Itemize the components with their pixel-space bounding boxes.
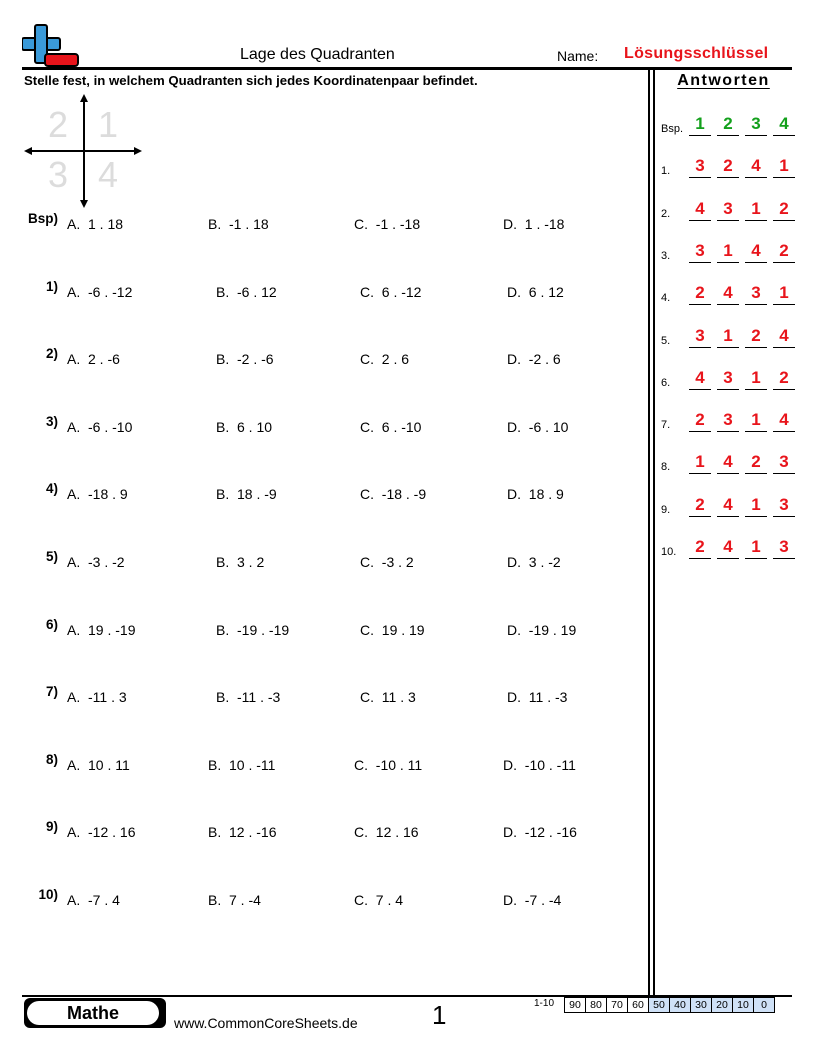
- answer-digit: 4: [773, 326, 795, 348]
- answer-option-c: C. 6 . -10: [360, 418, 422, 435]
- score-cell: 40: [670, 998, 691, 1013]
- score-range-label: 1-10: [534, 998, 555, 1009]
- answer-digit: 2: [773, 241, 795, 263]
- answer-option-c: C. 11 . 3: [360, 689, 416, 706]
- answer-digit: 1: [745, 410, 767, 432]
- answer-option-c: C. -3 . 2: [360, 554, 414, 570]
- arrow-down-icon: [80, 200, 88, 208]
- answer-row-label: 6.: [661, 376, 671, 389]
- answer-option-b: B. -11 . -3: [216, 689, 281, 706]
- question-number: 4): [45, 481, 58, 497]
- website-link[interactable]: www.CommonCoreSheets.de: [174, 1015, 358, 1031]
- quadrant-diagram: [22, 93, 144, 209]
- answer-option-c: C. -1 . -18: [354, 216, 421, 232]
- question-number: 1): [45, 278, 58, 294]
- answer-row-label: 2.: [661, 207, 671, 220]
- answer-row-label: Bsp.: [661, 123, 684, 135]
- answer-option-a: A. -3 . -2: [67, 554, 125, 570]
- answer-digit: 3: [717, 368, 739, 390]
- answer-option-b: B. 12 . -16: [208, 824, 277, 841]
- column-divider: [653, 69, 655, 996]
- answer-digit: 1: [717, 326, 739, 348]
- answer-option-b: B. 10 . -11: [208, 756, 276, 773]
- answer-digit: 4: [773, 114, 795, 136]
- answer-digit: 4: [717, 452, 739, 474]
- name-label: Name:: [557, 48, 599, 64]
- answer-row-label: 5.: [661, 334, 671, 347]
- answer-digit: 4: [689, 368, 711, 390]
- question-number: 9): [45, 819, 58, 835]
- answer-digit: 3: [773, 495, 795, 517]
- answer-row-label: 1.: [661, 165, 671, 178]
- answer-option-d: D. -12 . -16: [503, 824, 577, 841]
- answer-option-a: A. -11 . 3: [67, 689, 127, 706]
- answer-digit: 4: [717, 283, 739, 305]
- answer-digit: 3: [689, 156, 711, 178]
- question-number: 2): [45, 346, 58, 362]
- answer-digit: 3: [773, 452, 795, 474]
- answer-digit: 3: [745, 114, 767, 136]
- answer-digit: 2: [717, 114, 739, 136]
- answer-digit: 4: [717, 495, 739, 517]
- answer-option-d: D. 18 . 9: [507, 486, 564, 503]
- answer-digit: 4: [773, 410, 795, 432]
- answer-digit: 1: [745, 368, 767, 390]
- page-number: 1: [432, 1000, 447, 1030]
- answer-digit: 2: [745, 452, 767, 474]
- answer-digit: 1: [717, 241, 739, 263]
- score-cell: 0: [754, 998, 775, 1013]
- answer-digit: 3: [717, 199, 739, 221]
- answer-option-c: C. 12 . 16: [354, 824, 419, 841]
- answer-row-label: 4.: [661, 292, 671, 305]
- answer-option-d: D. -10 . -11: [503, 756, 576, 773]
- answer-option-b: B. 3 . 2: [216, 554, 265, 570]
- answer-option-a: A. 19 . -19: [67, 621, 136, 638]
- answer-option-d: D. 3 . -2: [507, 554, 561, 570]
- answer-option-d: D. 11 . -3: [507, 689, 568, 706]
- answer-option-a: A. -6 . -10: [67, 418, 133, 435]
- answer-digit: 2: [689, 495, 711, 517]
- score-cell: 30: [691, 998, 712, 1013]
- answer-option-c: C. -10 . 11: [354, 756, 423, 773]
- answer-digit: 1: [745, 537, 767, 559]
- column-divider: [648, 69, 650, 996]
- score-cell: 80: [586, 998, 607, 1013]
- answer-row-label: 10.: [661, 546, 677, 558]
- answer-digit: 2: [717, 156, 739, 178]
- question-number: 10): [38, 887, 58, 902]
- answer-option-d: D. 1 . -18: [503, 216, 565, 232]
- header-rule: [22, 67, 792, 70]
- answer-option-d: D. -19 . 19: [507, 621, 577, 638]
- answer-option-b: B. 7 . -4: [208, 892, 261, 908]
- answers-heading: Antworten: [677, 72, 770, 89]
- brand-badge: [24, 998, 166, 1028]
- question-number: 7): [45, 684, 58, 700]
- answer-digit: 2: [773, 368, 795, 390]
- answer-row-label: 8.: [661, 461, 671, 474]
- answer-digit: 1: [689, 114, 711, 136]
- answer-option-d: D. -6 . 10: [507, 418, 569, 435]
- instructions: Stelle fest, in welchem Quadranten sich jedes Koordinatenpaar befindet.: [24, 73, 478, 88]
- brand-label: Mathe: [27, 1001, 159, 1025]
- answer-option-c: C. -18 . -9: [360, 486, 427, 503]
- answer-option-b: B. 18 . -9: [216, 486, 277, 503]
- answer-option-d: D. 6 . 12: [507, 283, 564, 300]
- answer-row-label: 3.: [661, 249, 671, 262]
- arrow-up-icon: [80, 94, 88, 102]
- answer-option-a: A. 2 . -6: [67, 351, 120, 368]
- question-number: Bsp): [28, 211, 58, 226]
- score-table: [564, 997, 775, 1013]
- worksheet-title: Lage des Quadranten: [240, 46, 395, 63]
- answer-option-a: A. 1 . 18: [67, 216, 124, 232]
- answer-digit: 3: [689, 241, 711, 263]
- answer-option-b: B. -19 . -19: [216, 621, 290, 638]
- plus-minus-logo-icon: [22, 24, 80, 68]
- score-cell: 50: [649, 998, 670, 1013]
- quadrant-label-1: 1: [97, 104, 119, 145]
- answer-digit: 1: [773, 283, 795, 305]
- answer-option-a: A. -12 . 16: [67, 824, 136, 841]
- question-number: 3): [45, 413, 58, 429]
- answer-option-c: C. 2 . 6: [360, 351, 410, 368]
- answer-row-label: 7.: [661, 419, 671, 432]
- answer-digit: 4: [717, 537, 739, 559]
- answer-digit: 3: [717, 410, 739, 432]
- answer-option-b: B. -6 . 12: [216, 283, 277, 300]
- answer-digit: 3: [689, 326, 711, 348]
- answer-option-c: C. 6 . -12: [360, 283, 422, 300]
- answer-option-a: A. -18 . 9: [67, 486, 128, 503]
- answer-option-c: C. 19 . 19: [360, 621, 425, 638]
- question-number: 8): [45, 751, 58, 767]
- answer-digit: 1: [745, 199, 767, 221]
- answer-digit: 2: [689, 283, 711, 305]
- answer-digit: 4: [689, 199, 711, 221]
- answer-digit: 4: [745, 241, 767, 263]
- score-cell: 10: [733, 998, 754, 1013]
- answer-digit: 1: [745, 495, 767, 517]
- answer-row-label: 9.: [661, 503, 671, 516]
- answer-digit: 2: [689, 410, 711, 432]
- answer-option-d: D. -2 . 6: [507, 351, 561, 368]
- answer-digit: 1: [773, 156, 795, 178]
- answer-key-label: Lösungsschlüssel: [624, 45, 769, 62]
- answer-digit: 3: [773, 537, 795, 559]
- question-number: 5): [45, 549, 58, 564]
- answer-option-b: B. -2 . -6: [216, 351, 274, 368]
- answer-digit: 3: [745, 283, 767, 305]
- score-cell: 70: [607, 998, 628, 1013]
- score-cell: 60: [628, 998, 649, 1013]
- quadrant-label-4: 4: [97, 154, 119, 195]
- answer-digit: 1: [689, 452, 711, 474]
- answer-option-a: A. 10 . 11: [67, 756, 130, 773]
- arrow-right-icon: [134, 147, 142, 155]
- arrow-left-icon: [24, 147, 32, 155]
- answer-digit: 2: [689, 537, 711, 559]
- question-number: 6): [45, 616, 58, 632]
- answer-digit: 4: [745, 156, 767, 178]
- answer-option-a: A. -6 . -12: [67, 283, 133, 300]
- answer-option-c: C. 7 . 4: [354, 892, 404, 908]
- quadrant-label-2: 2: [47, 104, 69, 145]
- answer-option-b: B. 6 . 10: [216, 418, 273, 435]
- quadrant-label-3: 3: [47, 154, 69, 195]
- answer-option-b: B. -1 . 18: [208, 216, 269, 232]
- answer-digit: 2: [745, 326, 767, 348]
- answer-option-d: D. -7 . -4: [503, 892, 562, 908]
- answer-option-a: A. -7 . 4: [67, 892, 120, 908]
- score-cell: 20: [712, 998, 733, 1013]
- score-cell: 90: [565, 998, 586, 1013]
- answer-digit: 2: [773, 199, 795, 221]
